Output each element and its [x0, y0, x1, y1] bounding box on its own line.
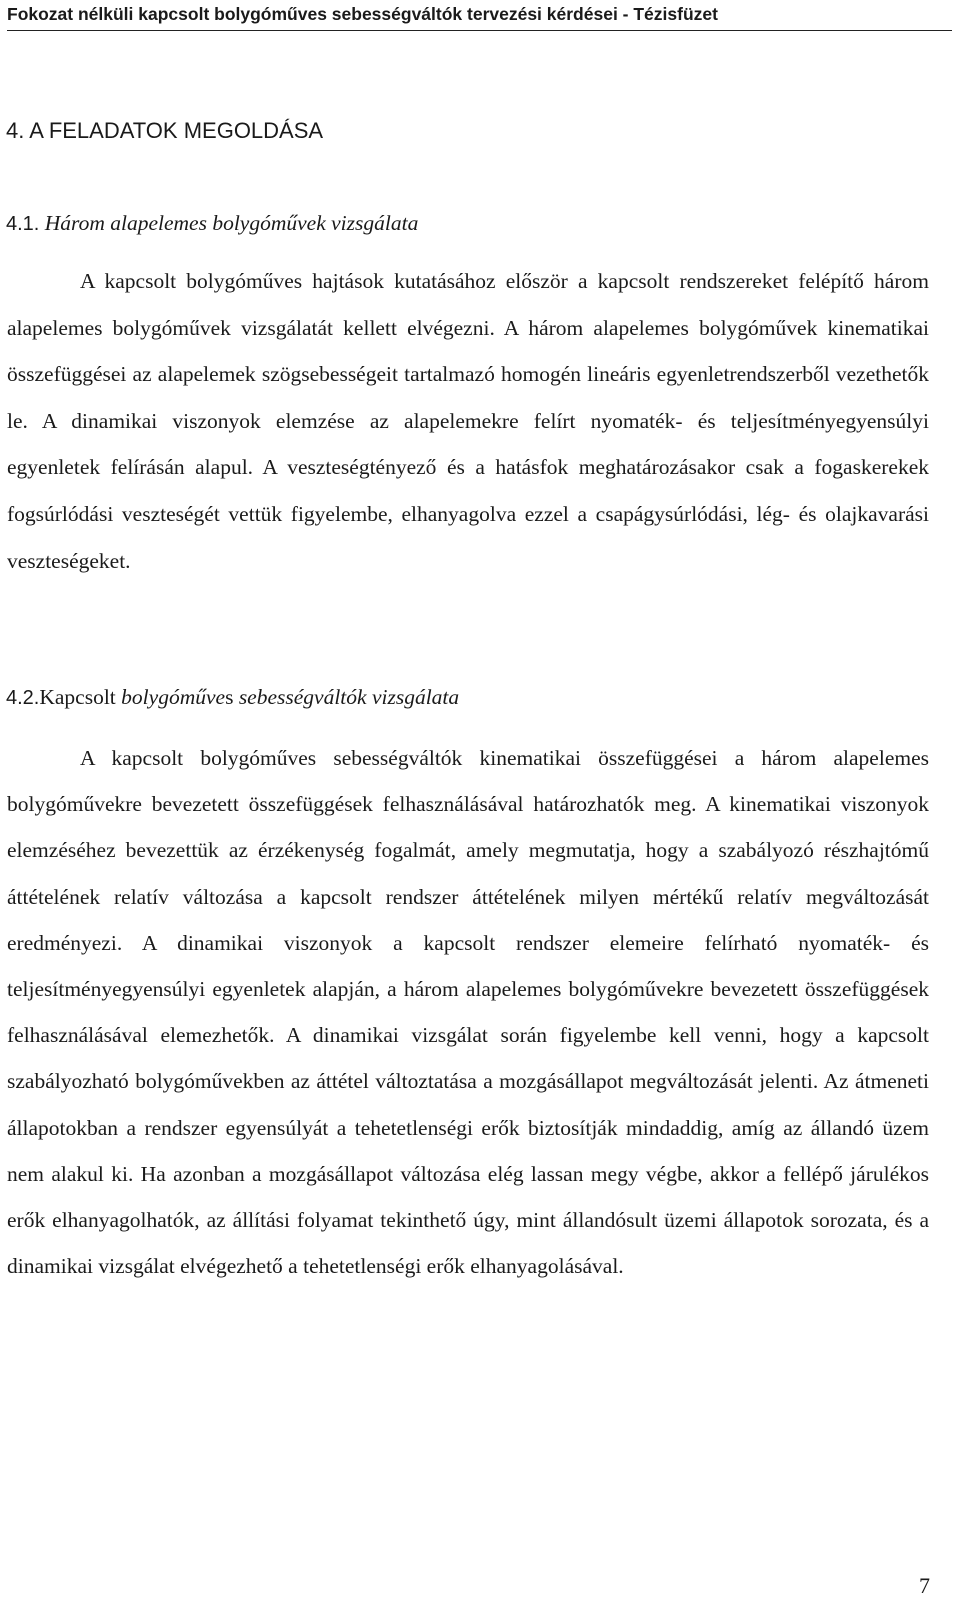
- running-header: Fokozat nélküli kapcsolt bolygóműves sebességváltók tervezési kérdései - Tézisfüzet: [7, 4, 718, 24]
- section-heading: 4. A FELADATOK MEGOLDÁSA: [6, 118, 324, 143]
- subsection-title-2-part4: sebességváltók vizsgálata: [238, 685, 460, 709]
- subsection-number-1: 4.1.: [6, 213, 40, 235]
- subsection-number-2: 4.2.: [6, 687, 40, 709]
- subsection-heading-2: [6, 683, 459, 712]
- subsection-title-2-part1: Kapcsolt: [39, 685, 116, 709]
- subsection-paragraph-1: A kapcsolt bolygóműves hajtások kutatásához először a kapcsolt rendszereket felépítő három alapelemes bolygóművek vizsgálatát kellett elvégezni. A három alapelemes bolygóművek kinematikai összefüggései az alapelemek szögsebességeit tartalmazó homogén lineáris egyenletrendszerből vezethetők le. A dinamikai viszonyok elemzése az alapelemekre felírt nyomaték- és teljesítményegyensúlyi egyenletek felírásán alapul. A veszteségtényező és a hatásfok meghatározásakor csak a fogaskerekek fogsúrlódási veszteségét vettük figyelembe, elhanyagolva ezzel a csapágysúrlódási, lég- és olajkavarási veszteségeket.: [7, 269, 929, 573]
- subsection-title-2-part2: bolygóműve: [121, 685, 226, 709]
- subsection-paragraph-2: A kapcsolt bolygóműves sebességváltók kinematikai összefüggései a három alapelemes bolygóművekre bevezetett összefüggések felhasználásával határozhatók meg. A kinematikai viszonyok elemzéséhez bevezettük az érzékenység fogalmát, amely megmutatja, hogy a szabályozó részhajtómű áttételének relatív változása a kapcsolt rendszer áttételének milyen mértékű relatív megváltozását eredményezi. A dinamikai viszonyok a kapcsolt rendszer elemeire felírható nyomaték- és teljesítményegyensúlyi egyenletek alapján, a három alapelemes bolygóművekre bevezetett összefüggések felhasználásával elemezhetők. A dinamikai vizsgálat során figyelembe kell venni, hogy a kapcsolt szabályozható bolygóművekben az áttétel változtatása a mozgásállapot megváltozását jelenti. Az átmeneti állapotokban a rendszer egyensúlyát a tehetetlenségi erők biztosítják mindaddig, amíg az állandó üzem nem alakul ki. Ha azonban a mozgásállapot változása elég lassan megy végbe, akkor a fellépő járulékos erők elhanyagolhatók, az állítási folyamat tekinthető úgy, mint állandósult üzemi állapotok sorozata, és a dinamikai vizsgálat elvégezhető a tehetetlenségi erők elhanyagolásával.: [7, 746, 929, 1279]
- subsection-title-2-part3: s: [225, 685, 234, 709]
- subsection-title-1: Három alapelemes bolygóművek vizsgálata: [44, 211, 419, 235]
- header-rule: [7, 30, 952, 31]
- page-number: 7: [919, 1573, 930, 1598]
- subsection-heading-1: [6, 209, 418, 238]
